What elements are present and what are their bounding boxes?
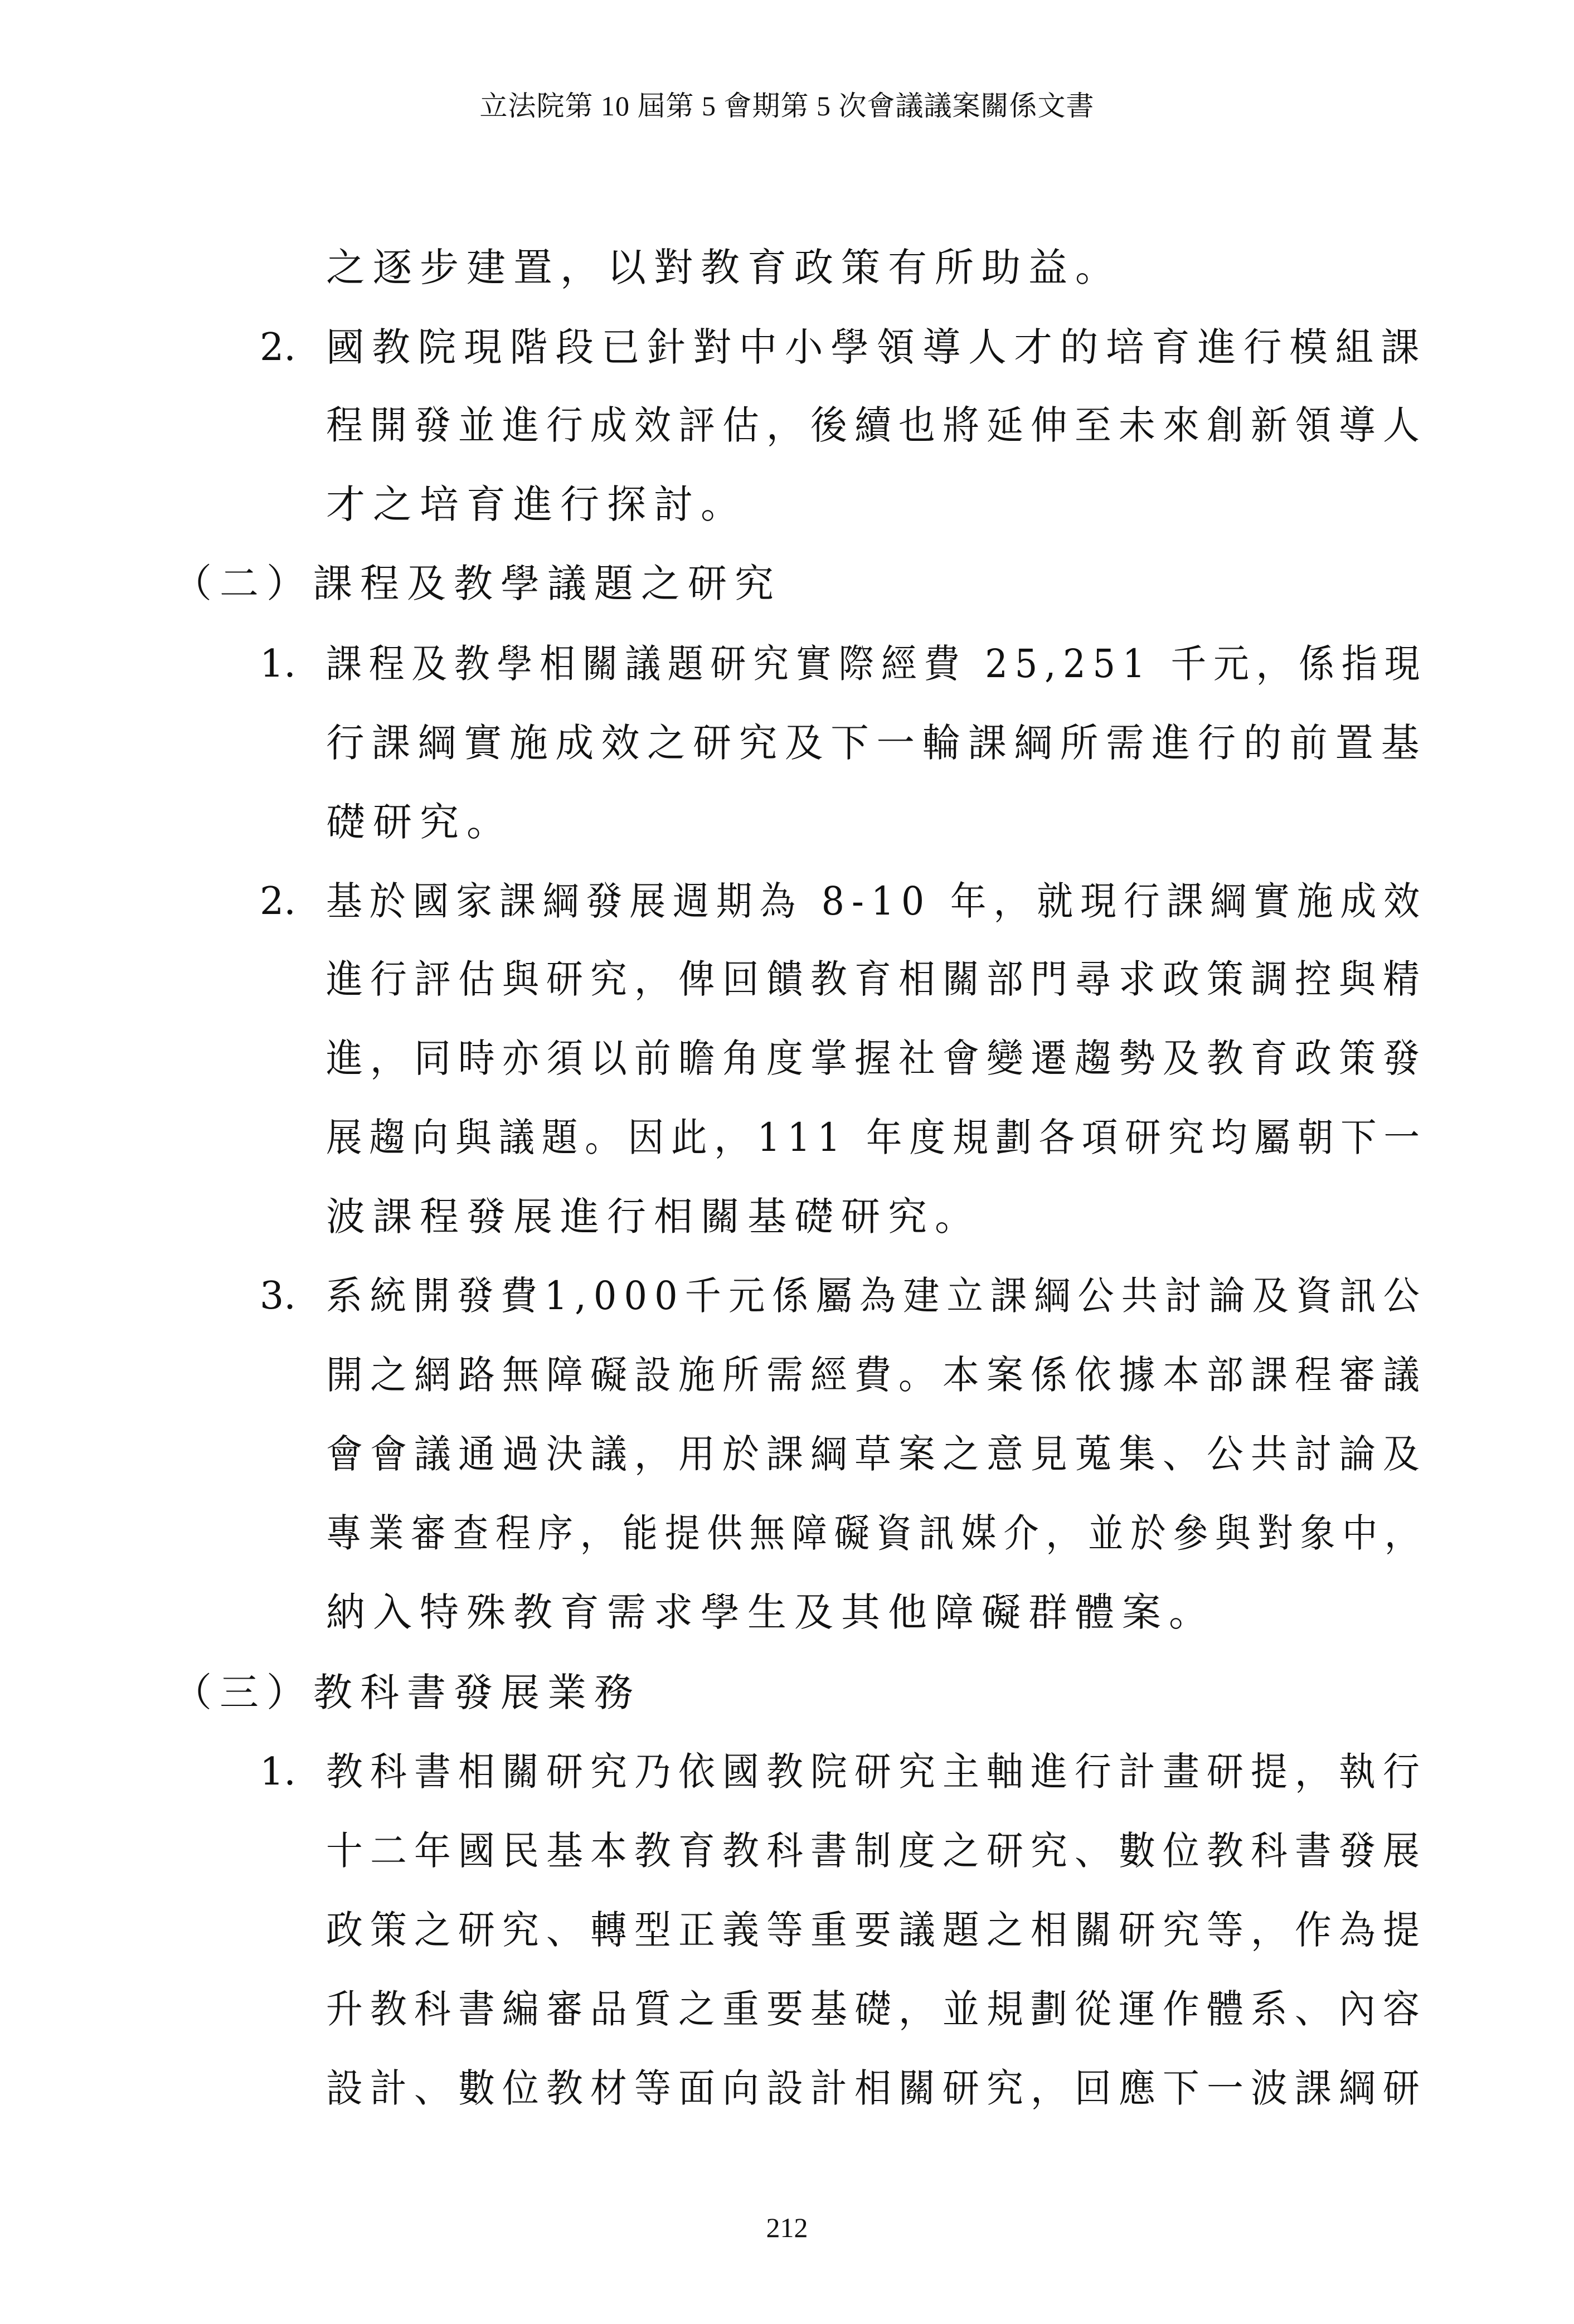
text-line: 波課程發展進行相關基礎研究。 — [326, 1194, 982, 1239]
text-line: 才之培育進行探討。 — [326, 482, 747, 527]
list-number: 2. — [260, 879, 296, 923]
text-line: 礎研究。 — [326, 799, 513, 845]
text-line: 國教院現階段已針對中小學領導人才的培育進行模組課 — [326, 324, 1427, 370]
text-line: 政策之研究、轉型正義等重要議題之相關研究等，作為提 — [326, 1907, 1427, 1953]
text-line: 程開發並進行成效評估，後續也將延伸至未來創新領導人 — [326, 402, 1427, 448]
list-number: 1. — [260, 1750, 296, 1794]
text-line: 會會議通過決議，用於課綱草案之意見蒐集、公共討論及 — [326, 1431, 1427, 1477]
section-heading: （二）課程及教學議題之研究 — [173, 561, 781, 606]
text-line: 行課綱實施成效之研究及下一輪課綱所需進行的前置基 — [326, 720, 1427, 766]
text-line: 課程及教學相關議題研究實際經費 25,251 千元，係指現 — [326, 641, 1427, 687]
text-line: 開之網路無障礙設施所需經費。本案係依據本部課程審議 — [326, 1352, 1427, 1398]
text-line: 基於國家課綱發展週期為 8-10 年，就現行課綱實施成效 — [326, 878, 1427, 924]
text-line: 之逐步建置，以對教育政策有所助益。 — [326, 245, 1122, 290]
list-number: 2. — [260, 325, 296, 369]
document-header: 立法院第 10 屆第 5 會期第 5 次會議議案關係文書 — [479, 90, 1095, 121]
text-line: 教科書相關研究乃依國教院研究主軸進行計畫研提，執行 — [326, 1749, 1427, 1795]
text-line: 展趨向與議題。因此，111 年度規劃各項研究均屬朝下一 — [326, 1115, 1427, 1160]
list-number: 3. — [260, 1274, 296, 1318]
text-line: 納入特殊教育需求學生及其他障礙群體案。 — [326, 1589, 1216, 1635]
page-number: 212 — [766, 2212, 808, 2243]
text-line: 專業審查程序，能提供無障礙資訊媒介，並於參與對象中， — [326, 1510, 1427, 1556]
text-line: 升教科書編審品質之重要基礎，並規劃從運作體系、內容 — [326, 1986, 1427, 2032]
text-line: 十二年國民基本教育教科書制度之研究、數位教科書發展 — [326, 1828, 1427, 1874]
section-heading: （三）教科書發展業務 — [173, 1670, 641, 1715]
text-line: 進，同時亦須以前瞻角度掌握社會變遷趨勢及教育政策發 — [326, 1035, 1427, 1081]
list-number: 1. — [260, 642, 296, 686]
text-line: 系統開發費1,000千元係屬為建立課綱公共討論及資訊公 — [326, 1273, 1427, 1319]
text-line: 進行評估與研究，俾回饋教育相關部門尋求政策調控與精 — [326, 956, 1427, 1002]
text-line: 設計、數位教材等面向設計相關研究，回應下一波課綱研 — [326, 2065, 1427, 2111]
